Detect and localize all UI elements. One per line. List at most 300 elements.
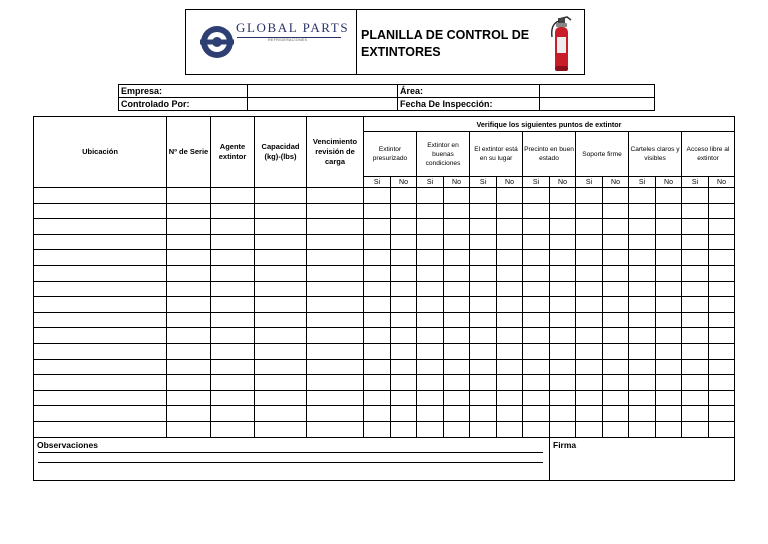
table-cell[interactable] bbox=[211, 421, 255, 437]
table-cell[interactable] bbox=[255, 250, 307, 266]
table-cell[interactable] bbox=[629, 312, 656, 328]
table-cell[interactable] bbox=[497, 359, 523, 375]
table-cell[interactable] bbox=[603, 312, 629, 328]
table-cell[interactable] bbox=[523, 343, 550, 359]
table-cell[interactable] bbox=[417, 312, 444, 328]
table-cell[interactable] bbox=[417, 375, 444, 391]
table-cell[interactable] bbox=[444, 219, 470, 235]
table-cell[interactable] bbox=[470, 219, 497, 235]
table-cell[interactable] bbox=[211, 250, 255, 266]
table-cell[interactable] bbox=[364, 359, 391, 375]
table-cell[interactable] bbox=[34, 421, 167, 437]
table-cell[interactable] bbox=[34, 343, 167, 359]
table-cell[interactable] bbox=[391, 312, 417, 328]
table-cell[interactable] bbox=[167, 203, 211, 219]
table-cell[interactable] bbox=[364, 281, 391, 297]
table-cell[interactable] bbox=[497, 312, 523, 328]
table-cell[interactable] bbox=[576, 203, 603, 219]
table-cell[interactable] bbox=[709, 421, 735, 437]
table-cell[interactable] bbox=[576, 390, 603, 406]
table-cell[interactable] bbox=[550, 250, 576, 266]
table-cell[interactable] bbox=[255, 343, 307, 359]
table-cell[interactable] bbox=[603, 359, 629, 375]
table-cell[interactable] bbox=[550, 359, 576, 375]
table-cell[interactable] bbox=[656, 375, 682, 391]
table-cell[interactable] bbox=[34, 188, 167, 204]
table-cell[interactable] bbox=[603, 375, 629, 391]
table-cell[interactable] bbox=[391, 421, 417, 437]
table-cell[interactable] bbox=[444, 234, 470, 250]
table-cell[interactable] bbox=[470, 328, 497, 344]
table-cell[interactable] bbox=[211, 343, 255, 359]
table-cell[interactable] bbox=[364, 250, 391, 266]
table-cell[interactable] bbox=[364, 390, 391, 406]
table-cell[interactable] bbox=[550, 421, 576, 437]
table-cell[interactable] bbox=[417, 219, 444, 235]
table-cell[interactable] bbox=[603, 188, 629, 204]
table-cell[interactable] bbox=[656, 219, 682, 235]
table-cell[interactable] bbox=[523, 390, 550, 406]
table-cell[interactable] bbox=[576, 406, 603, 422]
table-cell[interactable] bbox=[444, 297, 470, 313]
table-cell[interactable] bbox=[629, 234, 656, 250]
table-cell[interactable] bbox=[307, 234, 364, 250]
table-cell[interactable] bbox=[523, 203, 550, 219]
table-cell[interactable] bbox=[576, 250, 603, 266]
table-cell[interactable] bbox=[34, 281, 167, 297]
table-cell[interactable] bbox=[444, 390, 470, 406]
table-cell[interactable] bbox=[523, 312, 550, 328]
table-cell[interactable] bbox=[391, 297, 417, 313]
table-cell[interactable] bbox=[656, 250, 682, 266]
table-cell[interactable] bbox=[391, 265, 417, 281]
table-cell[interactable] bbox=[656, 359, 682, 375]
table-cell[interactable] bbox=[523, 421, 550, 437]
table-cell[interactable] bbox=[656, 234, 682, 250]
table-cell[interactable] bbox=[444, 250, 470, 266]
table-cell[interactable] bbox=[682, 375, 709, 391]
table-cell[interactable] bbox=[656, 281, 682, 297]
table-cell[interactable] bbox=[364, 265, 391, 281]
table-cell[interactable] bbox=[497, 328, 523, 344]
table-cell[interactable] bbox=[211, 203, 255, 219]
table-cell[interactable] bbox=[682, 343, 709, 359]
table-cell[interactable] bbox=[497, 406, 523, 422]
table-cell[interactable] bbox=[656, 188, 682, 204]
table-cell[interactable] bbox=[167, 359, 211, 375]
table-cell[interactable] bbox=[576, 297, 603, 313]
table-cell[interactable] bbox=[417, 421, 444, 437]
table-cell[interactable] bbox=[470, 343, 497, 359]
table-cell[interactable] bbox=[364, 328, 391, 344]
table-cell[interactable] bbox=[444, 281, 470, 297]
table-cell[interactable] bbox=[255, 390, 307, 406]
table-cell[interactable] bbox=[211, 375, 255, 391]
firma-cell[interactable] bbox=[550, 437, 735, 480]
table-cell[interactable] bbox=[576, 343, 603, 359]
table-cell[interactable] bbox=[470, 359, 497, 375]
table-cell[interactable] bbox=[603, 328, 629, 344]
table-cell[interactable] bbox=[391, 250, 417, 266]
table-cell[interactable] bbox=[682, 312, 709, 328]
table-cell[interactable] bbox=[550, 328, 576, 344]
table-cell[interactable] bbox=[211, 281, 255, 297]
table-cell[interactable] bbox=[629, 390, 656, 406]
fecha-field[interactable] bbox=[540, 98, 655, 111]
table-cell[interactable] bbox=[444, 203, 470, 219]
table-cell[interactable] bbox=[709, 375, 735, 391]
table-cell[interactable] bbox=[523, 219, 550, 235]
table-cell[interactable] bbox=[255, 406, 307, 422]
table-cell[interactable] bbox=[629, 203, 656, 219]
table-cell[interactable] bbox=[603, 297, 629, 313]
table-cell[interactable] bbox=[523, 297, 550, 313]
table-cell[interactable] bbox=[550, 281, 576, 297]
table-cell[interactable] bbox=[497, 188, 523, 204]
table-cell[interactable] bbox=[391, 359, 417, 375]
observaciones-cell[interactable] bbox=[34, 437, 550, 480]
table-cell[interactable] bbox=[497, 390, 523, 406]
table-cell[interactable] bbox=[444, 406, 470, 422]
table-cell[interactable] bbox=[576, 375, 603, 391]
table-cell[interactable] bbox=[364, 203, 391, 219]
table-cell[interactable] bbox=[709, 188, 735, 204]
table-cell[interactable] bbox=[255, 188, 307, 204]
table-cell[interactable] bbox=[255, 375, 307, 391]
table-cell[interactable] bbox=[167, 188, 211, 204]
table-cell[interactable] bbox=[709, 219, 735, 235]
table-cell[interactable] bbox=[550, 234, 576, 250]
table-cell[interactable] bbox=[444, 421, 470, 437]
table-cell[interactable] bbox=[497, 421, 523, 437]
table-cell[interactable] bbox=[470, 281, 497, 297]
table-cell[interactable] bbox=[211, 297, 255, 313]
table-cell[interactable] bbox=[629, 281, 656, 297]
table-cell[interactable] bbox=[34, 312, 167, 328]
area-field[interactable] bbox=[540, 85, 655, 98]
table-cell[interactable] bbox=[34, 297, 167, 313]
table-cell[interactable] bbox=[550, 203, 576, 219]
table-cell[interactable] bbox=[34, 328, 167, 344]
table-cell[interactable] bbox=[307, 219, 364, 235]
table-cell[interactable] bbox=[550, 188, 576, 204]
table-cell[interactable] bbox=[603, 281, 629, 297]
table-cell[interactable] bbox=[255, 203, 307, 219]
table-cell[interactable] bbox=[167, 219, 211, 235]
table-cell[interactable] bbox=[550, 297, 576, 313]
table-cell[interactable] bbox=[167, 343, 211, 359]
table-cell[interactable] bbox=[470, 390, 497, 406]
table-cell[interactable] bbox=[497, 265, 523, 281]
table-cell[interactable] bbox=[364, 312, 391, 328]
table-cell[interactable] bbox=[417, 188, 444, 204]
table-cell[interactable] bbox=[211, 312, 255, 328]
table-cell[interactable] bbox=[307, 265, 364, 281]
table-cell[interactable] bbox=[709, 281, 735, 297]
table-cell[interactable] bbox=[550, 343, 576, 359]
table-cell[interactable] bbox=[709, 390, 735, 406]
table-cell[interactable] bbox=[603, 265, 629, 281]
table-cell[interactable] bbox=[34, 359, 167, 375]
table-cell[interactable] bbox=[470, 406, 497, 422]
table-cell[interactable] bbox=[656, 203, 682, 219]
table-cell[interactable] bbox=[470, 312, 497, 328]
table-cell[interactable] bbox=[307, 359, 364, 375]
table-cell[interactable] bbox=[307, 375, 364, 391]
table-cell[interactable] bbox=[255, 234, 307, 250]
table-cell[interactable] bbox=[167, 328, 211, 344]
table-cell[interactable] bbox=[682, 421, 709, 437]
table-cell[interactable] bbox=[255, 421, 307, 437]
table-cell[interactable] bbox=[307, 250, 364, 266]
table-cell[interactable] bbox=[523, 359, 550, 375]
table-cell[interactable] bbox=[603, 343, 629, 359]
table-cell[interactable] bbox=[576, 219, 603, 235]
table-cell[interactable] bbox=[629, 359, 656, 375]
table-cell[interactable] bbox=[576, 265, 603, 281]
table-cell[interactable] bbox=[417, 281, 444, 297]
table-cell[interactable] bbox=[709, 203, 735, 219]
table-cell[interactable] bbox=[255, 281, 307, 297]
table-cell[interactable] bbox=[255, 328, 307, 344]
table-cell[interactable] bbox=[497, 203, 523, 219]
table-cell[interactable] bbox=[167, 250, 211, 266]
table-cell[interactable] bbox=[497, 219, 523, 235]
table-cell[interactable] bbox=[444, 265, 470, 281]
table-cell[interactable] bbox=[211, 390, 255, 406]
table-cell[interactable] bbox=[255, 312, 307, 328]
table-cell[interactable] bbox=[629, 219, 656, 235]
table-cell[interactable] bbox=[656, 421, 682, 437]
table-cell[interactable] bbox=[682, 359, 709, 375]
table-cell[interactable] bbox=[656, 265, 682, 281]
controlado-field[interactable] bbox=[248, 98, 398, 111]
table-cell[interactable] bbox=[682, 203, 709, 219]
table-cell[interactable] bbox=[211, 265, 255, 281]
table-cell[interactable] bbox=[576, 359, 603, 375]
table-cell[interactable] bbox=[307, 297, 364, 313]
table-cell[interactable] bbox=[417, 359, 444, 375]
table-cell[interactable] bbox=[656, 390, 682, 406]
table-cell[interactable] bbox=[211, 188, 255, 204]
table-cell[interactable] bbox=[523, 265, 550, 281]
table-cell[interactable] bbox=[364, 406, 391, 422]
table-cell[interactable] bbox=[167, 297, 211, 313]
table-cell[interactable] bbox=[497, 250, 523, 266]
table-cell[interactable] bbox=[709, 343, 735, 359]
table-cell[interactable] bbox=[656, 297, 682, 313]
table-cell[interactable] bbox=[629, 343, 656, 359]
table-cell[interactable] bbox=[550, 406, 576, 422]
table-cell[interactable] bbox=[497, 375, 523, 391]
table-cell[interactable] bbox=[656, 406, 682, 422]
table-cell[interactable] bbox=[523, 250, 550, 266]
table-cell[interactable] bbox=[629, 421, 656, 437]
table-cell[interactable] bbox=[470, 265, 497, 281]
table-cell[interactable] bbox=[34, 219, 167, 235]
table-cell[interactable] bbox=[391, 328, 417, 344]
table-cell[interactable] bbox=[417, 265, 444, 281]
table-cell[interactable] bbox=[417, 406, 444, 422]
table-cell[interactable] bbox=[682, 219, 709, 235]
table-cell[interactable] bbox=[550, 390, 576, 406]
table-cell[interactable] bbox=[497, 297, 523, 313]
table-cell[interactable] bbox=[523, 188, 550, 204]
table-cell[interactable] bbox=[307, 312, 364, 328]
table-cell[interactable] bbox=[444, 312, 470, 328]
table-cell[interactable] bbox=[391, 406, 417, 422]
empresa-field[interactable] bbox=[248, 85, 398, 98]
table-cell[interactable] bbox=[391, 281, 417, 297]
table-cell[interactable] bbox=[682, 234, 709, 250]
table-cell[interactable] bbox=[34, 265, 167, 281]
table-cell[interactable] bbox=[682, 297, 709, 313]
table-cell[interactable] bbox=[391, 219, 417, 235]
table-cell[interactable] bbox=[603, 390, 629, 406]
table-cell[interactable] bbox=[34, 234, 167, 250]
table-cell[interactable] bbox=[523, 375, 550, 391]
table-cell[interactable] bbox=[417, 297, 444, 313]
table-cell[interactable] bbox=[603, 250, 629, 266]
table-cell[interactable] bbox=[603, 203, 629, 219]
table-cell[interactable] bbox=[34, 375, 167, 391]
table-cell[interactable] bbox=[417, 203, 444, 219]
table-cell[interactable] bbox=[603, 406, 629, 422]
table-cell[interactable] bbox=[417, 250, 444, 266]
table-cell[interactable] bbox=[576, 328, 603, 344]
table-cell[interactable] bbox=[629, 297, 656, 313]
table-cell[interactable] bbox=[211, 328, 255, 344]
table-cell[interactable] bbox=[417, 328, 444, 344]
table-cell[interactable] bbox=[391, 375, 417, 391]
table-cell[interactable] bbox=[550, 375, 576, 391]
table-cell[interactable] bbox=[307, 406, 364, 422]
table-cell[interactable] bbox=[167, 375, 211, 391]
table-cell[interactable] bbox=[497, 343, 523, 359]
table-cell[interactable] bbox=[364, 343, 391, 359]
table-cell[interactable] bbox=[576, 281, 603, 297]
table-cell[interactable] bbox=[307, 203, 364, 219]
table-cell[interactable] bbox=[682, 188, 709, 204]
table-cell[interactable] bbox=[709, 250, 735, 266]
table-cell[interactable] bbox=[211, 219, 255, 235]
table-cell[interactable] bbox=[364, 188, 391, 204]
table-cell[interactable] bbox=[576, 312, 603, 328]
table-cell[interactable] bbox=[417, 343, 444, 359]
table-cell[interactable] bbox=[629, 265, 656, 281]
table-cell[interactable] bbox=[211, 234, 255, 250]
table-cell[interactable] bbox=[470, 297, 497, 313]
table-cell[interactable] bbox=[391, 203, 417, 219]
table-cell[interactable] bbox=[629, 406, 656, 422]
table-cell[interactable] bbox=[682, 406, 709, 422]
table-cell[interactable] bbox=[709, 328, 735, 344]
table-cell[interactable] bbox=[470, 188, 497, 204]
table-cell[interactable] bbox=[576, 188, 603, 204]
table-cell[interactable] bbox=[307, 421, 364, 437]
table-cell[interactable] bbox=[497, 234, 523, 250]
table-cell[interactable] bbox=[550, 219, 576, 235]
table-cell[interactable] bbox=[682, 250, 709, 266]
table-cell[interactable] bbox=[391, 390, 417, 406]
table-cell[interactable] bbox=[709, 265, 735, 281]
table-cell[interactable] bbox=[307, 281, 364, 297]
table-cell[interactable] bbox=[603, 421, 629, 437]
table-cell[interactable] bbox=[307, 188, 364, 204]
table-cell[interactable] bbox=[709, 234, 735, 250]
table-cell[interactable] bbox=[444, 359, 470, 375]
table-cell[interactable] bbox=[629, 375, 656, 391]
table-cell[interactable] bbox=[523, 281, 550, 297]
table-cell[interactable] bbox=[255, 219, 307, 235]
table-cell[interactable] bbox=[34, 203, 167, 219]
table-cell[interactable] bbox=[167, 406, 211, 422]
table-cell[interactable] bbox=[417, 390, 444, 406]
table-cell[interactable] bbox=[391, 343, 417, 359]
table-cell[interactable] bbox=[629, 328, 656, 344]
table-cell[interactable] bbox=[307, 390, 364, 406]
table-cell[interactable] bbox=[656, 312, 682, 328]
table-cell[interactable] bbox=[682, 281, 709, 297]
table-cell[interactable] bbox=[576, 234, 603, 250]
table-cell[interactable] bbox=[444, 375, 470, 391]
table-cell[interactable] bbox=[255, 297, 307, 313]
table-cell[interactable] bbox=[364, 375, 391, 391]
table-cell[interactable] bbox=[470, 250, 497, 266]
table-cell[interactable] bbox=[470, 203, 497, 219]
table-cell[interactable] bbox=[523, 328, 550, 344]
table-cell[interactable] bbox=[364, 219, 391, 235]
table-cell[interactable] bbox=[470, 375, 497, 391]
table-cell[interactable] bbox=[709, 359, 735, 375]
table-cell[interactable] bbox=[682, 265, 709, 281]
table-cell[interactable] bbox=[211, 359, 255, 375]
table-cell[interactable] bbox=[603, 234, 629, 250]
table-cell[interactable] bbox=[167, 390, 211, 406]
table-cell[interactable] bbox=[34, 406, 167, 422]
table-cell[interactable] bbox=[307, 328, 364, 344]
table-cell[interactable] bbox=[629, 188, 656, 204]
table-cell[interactable] bbox=[307, 343, 364, 359]
table-cell[interactable] bbox=[656, 343, 682, 359]
table-cell[interactable] bbox=[391, 188, 417, 204]
table-cell[interactable] bbox=[550, 312, 576, 328]
table-cell[interactable] bbox=[34, 250, 167, 266]
table-cell[interactable] bbox=[470, 234, 497, 250]
table-cell[interactable] bbox=[470, 421, 497, 437]
table-cell[interactable] bbox=[709, 406, 735, 422]
table-cell[interactable] bbox=[709, 312, 735, 328]
table-cell[interactable] bbox=[709, 297, 735, 313]
table-cell[interactable] bbox=[576, 421, 603, 437]
table-cell[interactable] bbox=[444, 188, 470, 204]
table-cell[interactable] bbox=[523, 406, 550, 422]
table-cell[interactable] bbox=[603, 219, 629, 235]
table-cell[interactable] bbox=[682, 328, 709, 344]
table-cell[interactable] bbox=[167, 265, 211, 281]
table-cell[interactable] bbox=[629, 250, 656, 266]
table-cell[interactable] bbox=[364, 297, 391, 313]
table-cell[interactable] bbox=[167, 281, 211, 297]
table-cell[interactable] bbox=[167, 234, 211, 250]
table-cell[interactable] bbox=[523, 234, 550, 250]
table-cell[interactable] bbox=[682, 390, 709, 406]
table-cell[interactable] bbox=[656, 328, 682, 344]
table-cell[interactable] bbox=[211, 406, 255, 422]
table-cell[interactable] bbox=[167, 312, 211, 328]
table-cell[interactable] bbox=[255, 359, 307, 375]
table-cell[interactable] bbox=[364, 234, 391, 250]
